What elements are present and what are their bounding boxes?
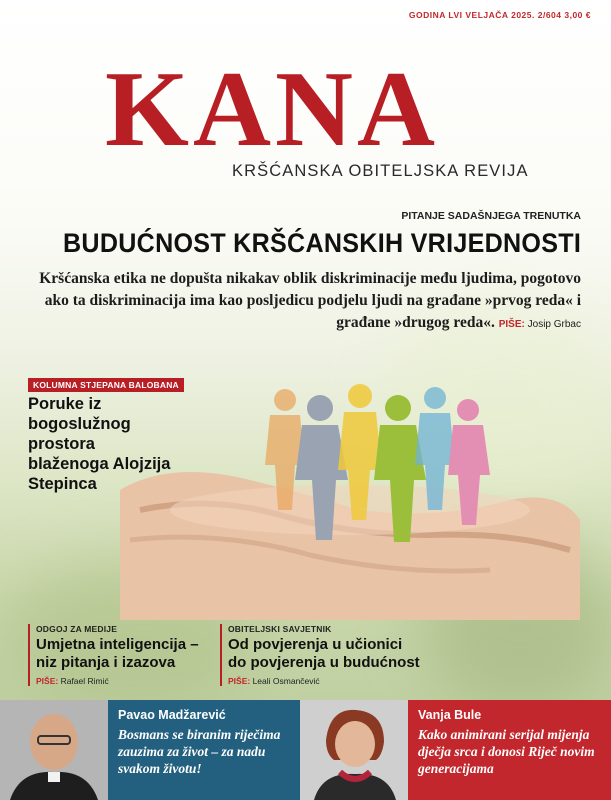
cover-story-byline — [499, 319, 581, 330]
interview-panel[interactable] — [108, 700, 300, 800]
byline-author: Leali Osmančević — [252, 676, 320, 686]
portrait-photo — [0, 700, 108, 800]
cover-story-headline: BUDUĆNOST KRŠĆANSKIH VRIJEDNOSTI — [62, 228, 581, 258]
feature-byline — [228, 676, 420, 686]
feature-media[interactable] — [28, 624, 218, 686]
byline-author: Josip Grbac — [527, 319, 581, 330]
figure-blue — [415, 387, 455, 510]
masthead-logo: KANA — [105, 50, 439, 169]
byline-author: Rafael Rimić — [60, 676, 109, 686]
column-title: Poruke iz bogoslužnog prostora blaženoga Alojzija Stepinca — [28, 395, 171, 493]
figure-pink — [448, 399, 490, 525]
cover-story-lede — [21, 268, 581, 336]
portrait-photo — [300, 700, 408, 800]
byline-label: PIŠE: — [36, 676, 59, 686]
column-tag: KOLUMNA STJEPANA BALOBANA — [28, 378, 184, 392]
cover-story-kicker: PITANJE SADAŠNJEGA TRENUTKA — [401, 210, 581, 222]
byline-label: PIŠE: — [498, 319, 525, 330]
feature-title: Umjetna inteligencija – niz pitanja i izazova — [36, 636, 199, 671]
paper-people-illustration — [240, 370, 500, 550]
article-panel[interactable] — [408, 700, 611, 800]
article-quote: Kako animirani serijal mijenja dječja srca i donosi Riječ novim generacijama — [418, 727, 595, 776]
article-name: Vanja Bule — [418, 708, 482, 722]
bottom-strip — [0, 700, 611, 800]
woman-portrait — [300, 700, 408, 800]
figure-green — [374, 395, 426, 542]
figure-yellow — [338, 384, 382, 520]
byline-label: PIŠE: — [228, 676, 251, 686]
interview-name: Pavao Madžarević — [118, 708, 226, 722]
feature-title: Od povjerenja u učionici do povjerenja u budućnost — [228, 636, 420, 671]
feature-tag: ODGOJ ZA MEDIJE — [36, 624, 118, 634]
feature-tag: OBITELJSKI SAVJETNIK — [228, 624, 332, 634]
feature-byline — [36, 676, 218, 686]
priest-portrait — [0, 700, 108, 800]
feature-family-advisor[interactable] — [220, 624, 420, 686]
lede-text: Kršćanska etika ne dopušta nikakav oblik diskriminacije među ljudima, pogotovo ako ta diskriminacija ima kao posljedicu podjelu ljudi na građane »prvog reda« i građane »drugog reda«. — [39, 270, 581, 331]
issue-line: GODINA LVI VELJAČA 2025. 2/604 3,00 € — [408, 10, 591, 20]
masthead-subtitle: KRŠĆANSKA OBITELJSKA REVIJA — [232, 162, 529, 180]
interview-quote: Bosmans se biranim riječima zauzima za život – za nadu svakom životu! — [118, 727, 281, 776]
